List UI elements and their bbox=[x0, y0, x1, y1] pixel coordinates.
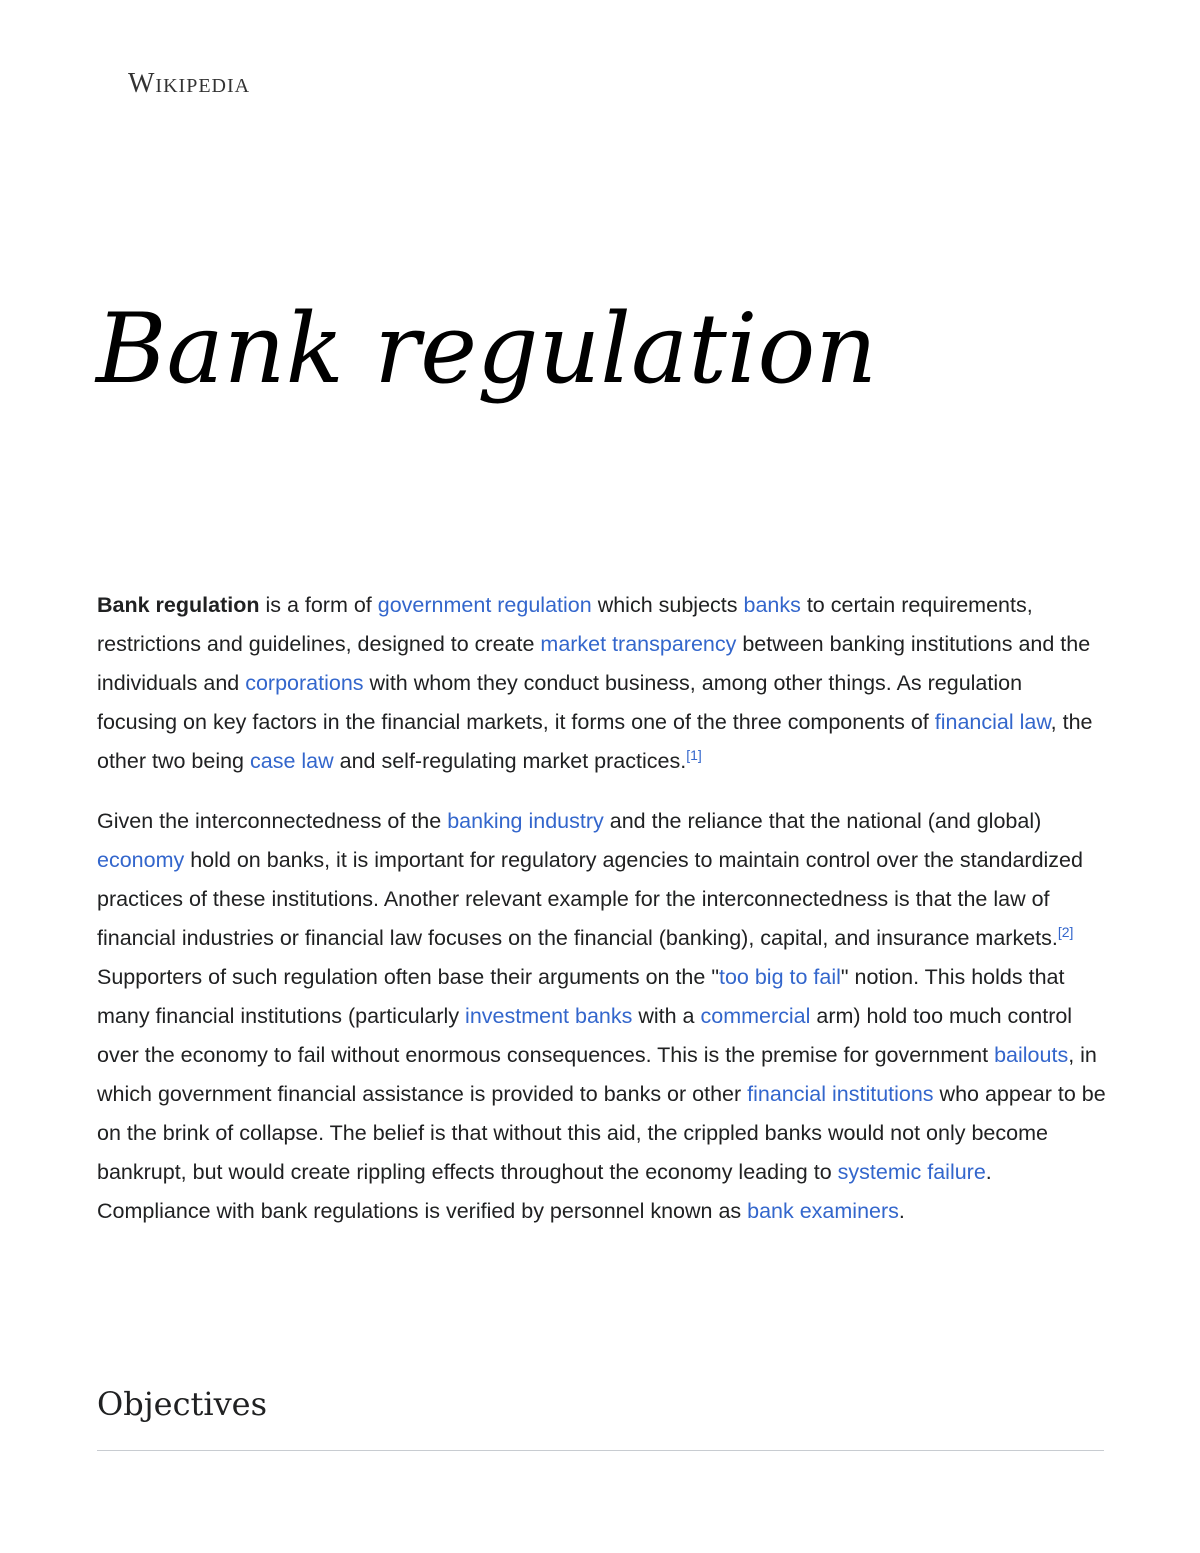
link-banks[interactable]: banks bbox=[743, 593, 801, 617]
text-span: with a bbox=[632, 1004, 701, 1028]
link-case-law[interactable]: case law bbox=[250, 749, 334, 773]
wikipedia-logo[interactable]: Wikipedia bbox=[128, 68, 251, 99]
text-span: which subjects bbox=[591, 593, 744, 617]
bold-term: Bank regulation bbox=[97, 593, 260, 617]
text-span: , in which government financial assistance is provided to banks or other bbox=[97, 1043, 1097, 1106]
reference-2[interactable]: [2] bbox=[1057, 924, 1074, 940]
section-heading-objectives: Objectives bbox=[97, 1385, 268, 1423]
text-span: . bbox=[898, 1199, 905, 1223]
text-span: and self-regulating market practices. bbox=[333, 749, 687, 773]
article-body bbox=[97, 586, 1107, 1252]
link-bank-examiners[interactable]: bank examiners bbox=[747, 1199, 899, 1223]
text-span: , the other two being bbox=[97, 710, 1093, 773]
text-span: Supporters of such regulation often base their arguments on the " bbox=[97, 965, 719, 989]
second-paragraph bbox=[97, 802, 1107, 1231]
text-span: arm) hold too much control over the economy to fail without enormous consequences. This is the premise for government bbox=[97, 1004, 1073, 1067]
link-corporations[interactable]: corporations bbox=[245, 671, 364, 695]
reference-1[interactable]: [1] bbox=[686, 747, 702, 763]
text-span: Given the interconnectedness of the bbox=[97, 809, 448, 833]
text-span: with whom they conduct business, among other things. As regulation focusing on key factors in the financial markets, it forms one of the three components of bbox=[97, 671, 1023, 734]
link-investment-banks[interactable]: investment banks bbox=[465, 1004, 633, 1028]
text-span: between banking institutions and the individuals and bbox=[97, 632, 1091, 695]
text-span: hold on banks, it is important for regulatory agencies to maintain control over the standardized practices of these institutions. Another relevant example for the interconnectedness is that the law of financial industries or financial law focuses on the financial (banking), capital, and insurance markets. bbox=[97, 848, 1083, 950]
link-financial-law[interactable]: financial law bbox=[934, 710, 1051, 734]
link-too-big-to-fail[interactable]: too big to fail bbox=[718, 965, 841, 989]
text-span: . Compliance with bank regulations is verified by personnel known as bbox=[97, 1160, 992, 1223]
section-divider bbox=[97, 1450, 1104, 1451]
text-span: is a form of bbox=[259, 593, 378, 617]
text-span: " notion. This holds that many financial institutions (particularly bbox=[97, 965, 1065, 1028]
link-bailouts[interactable]: bailouts bbox=[994, 1043, 1069, 1067]
page-title: Bank regulation bbox=[96, 293, 878, 405]
link-economy[interactable]: economy bbox=[97, 848, 185, 872]
text-span: to certain requirements, restrictions and guidelines, designed to create bbox=[97, 593, 1033, 656]
link-commercial[interactable]: commercial bbox=[700, 1004, 811, 1028]
link-market-transparency[interactable]: market transparency bbox=[540, 632, 737, 656]
link-systemic-failure[interactable]: systemic failure bbox=[837, 1160, 986, 1184]
text-span: and the reliance that the national (and global) bbox=[603, 809, 1042, 833]
link-government-regulation[interactable]: government regulation bbox=[377, 593, 592, 617]
link-banking-industry[interactable]: banking industry bbox=[447, 809, 604, 833]
intro-paragraph bbox=[97, 586, 1107, 781]
text-span: who appear to be on the brink of collapse. The belief is that without this aid, the crippled banks would not only become bankrupt, but would create rippling effects throughout the economy leading to bbox=[97, 1082, 1106, 1184]
link-financial-institutions[interactable]: financial institutions bbox=[747, 1082, 934, 1106]
